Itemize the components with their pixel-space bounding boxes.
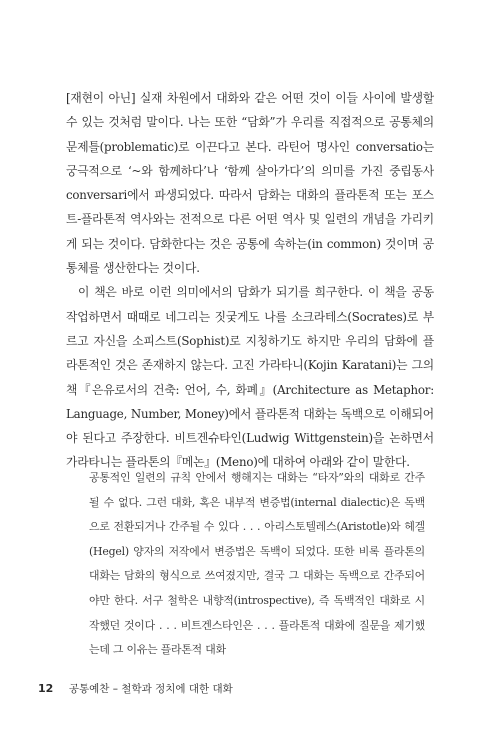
- block-quote: [89, 466, 425, 663]
- body-paragraph-1: [재현이 아닌] 실재 차원에서 대화와 같은 어떤 것이 이들 사이에 발생할 수 있는 것처럼 말이다. 나는 또한 “담화”가 우리를 직접적으로 공통체의 문제틀(problematic)로 이끈다고 본다. 라틴어 명사인 conversatio는 궁극적으로 ‘~와 함께하다’나 ‘함께 살아가다’의 의미를 가진 중립동사 conversari에서 파생되었다. 따라서 담화는 대화의 플라톤적 또는 포스트-플라톤적 역사와는 전적으로 다른 어떤 역사 및 일련의 개념을 가리키게 되는 것이다. 담화한다는 것은 공통에 속하는(in common) 것이며 공통체를 생산한다는 것이다.: [66, 91, 434, 276]
- body-paragraph-2: 이 책은 바로 이런 의미에서의 담화가 되기를 희구한다. 이 책을 공동 작업하면서 때때로 네그리는 짓궂게도 나를 소크라테스(Socrates)로 부르고 자신을 소피스트(Sophist)로 지칭하기도 하지만 우리의 담화에 플라톤적인 것은 존재하지 않는다. 고진 가라타니(Kojin Karatani)는 그의 책『은유로서의 건축: 언어, 수, 화폐』(Architecture as Metaphor: Language, Number, Money)에서 플라톤적 대화는 독백으로 이해되어야 된다고 주장한다. 비트겐슈타인(Ludwig Wittgenstein)을 논하면서 가라타니는 플라톤의『메논』(Meno)에 대하여 아래와 같이 말한다.: [66, 285, 434, 470]
- main-text: [66, 86, 434, 475]
- block-quote-text: 공통적인 일련의 규칙 안에서 행해지는 대화는 “타자”와의 대화로 간주될 수 없다. 그런 대화, 혹은 내부적 변증법(internal dialectic)은 독백으로 전환되거나 간주될 수 있다 . . . 아리스토텔레스(Aristotle)와 헤겔(Hegel) 양자의 저작에서 변증법은 독백이 되었다. 또한 비록 플라톤의 대화는 담화의 형식으로 쓰여졌지만, 결국 그 대화는 독백으로 간주되어야만 한다. 서구 철학은 내향적(introspective), 즉 독백적인 대화로 시작했던 것이다 . . . 비트겐스타인은 . . . 플라톤적 대화에 질문을 제기했는데 그 이유는 플라톤적 대화: [89, 471, 425, 657]
- page-footer: [38, 681, 233, 696]
- running-head: 공통예찬 – 철학과 정치에 대한 대화: [68, 683, 233, 695]
- page-number: 12: [38, 682, 54, 695]
